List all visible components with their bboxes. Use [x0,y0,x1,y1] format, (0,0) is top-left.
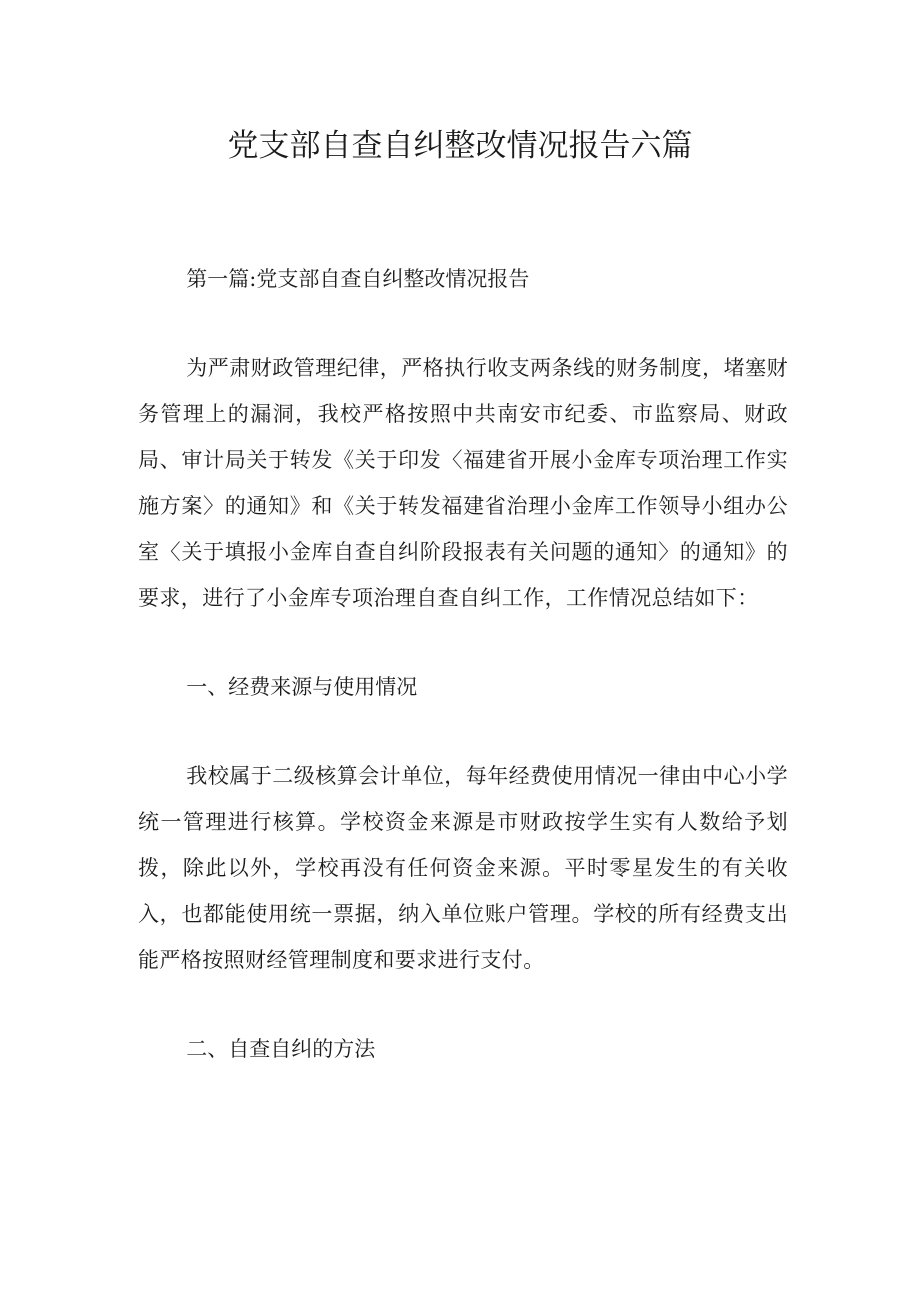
part1-paragraph: 我校属于二级核算会计单位，每年经费使用情况一律由中心小学统一管理进行核算。学校资金来源是市财政按学生实有人数给予划拨，除此以外，学校再没有任何资金来源。平时零星发生的有关收入，也都能使用统一票据，纳入单位账户管理。学校的所有经费支出能严格按照财经管理制度和要求进行支付。 [138,764,788,972]
document-body [138,256,788,1115]
section-heading: 第一篇:党支部自查自纠整改情况报告 [186,267,530,291]
intro-paragraph: 为严肃财政管理纪律，严格执行收支两条线的财务制度，堵塞财务管理上的漏洞，我校严格按照中共南安市纪委、市监察局、财政局、审计局关于转发《关于印发〈福建省开展小金库专项治理工作实施方案〉的通知》和《关于转发福建省治理小金库工作领导小组办公室〈关于填报小金库自查自纠阶段报表有关问题的通知〉的通知》的要求，进行了小金库专项治理自查自纠工作，工作情况总结如下： [138,356,788,610]
document-title: 党支部自查自纠整改情况报告六篇 [227,128,693,164]
part2-heading: 二、自查自纠的方法 [186,1037,376,1061]
part1-heading: 一、经费来源与使用情况 [186,675,418,699]
